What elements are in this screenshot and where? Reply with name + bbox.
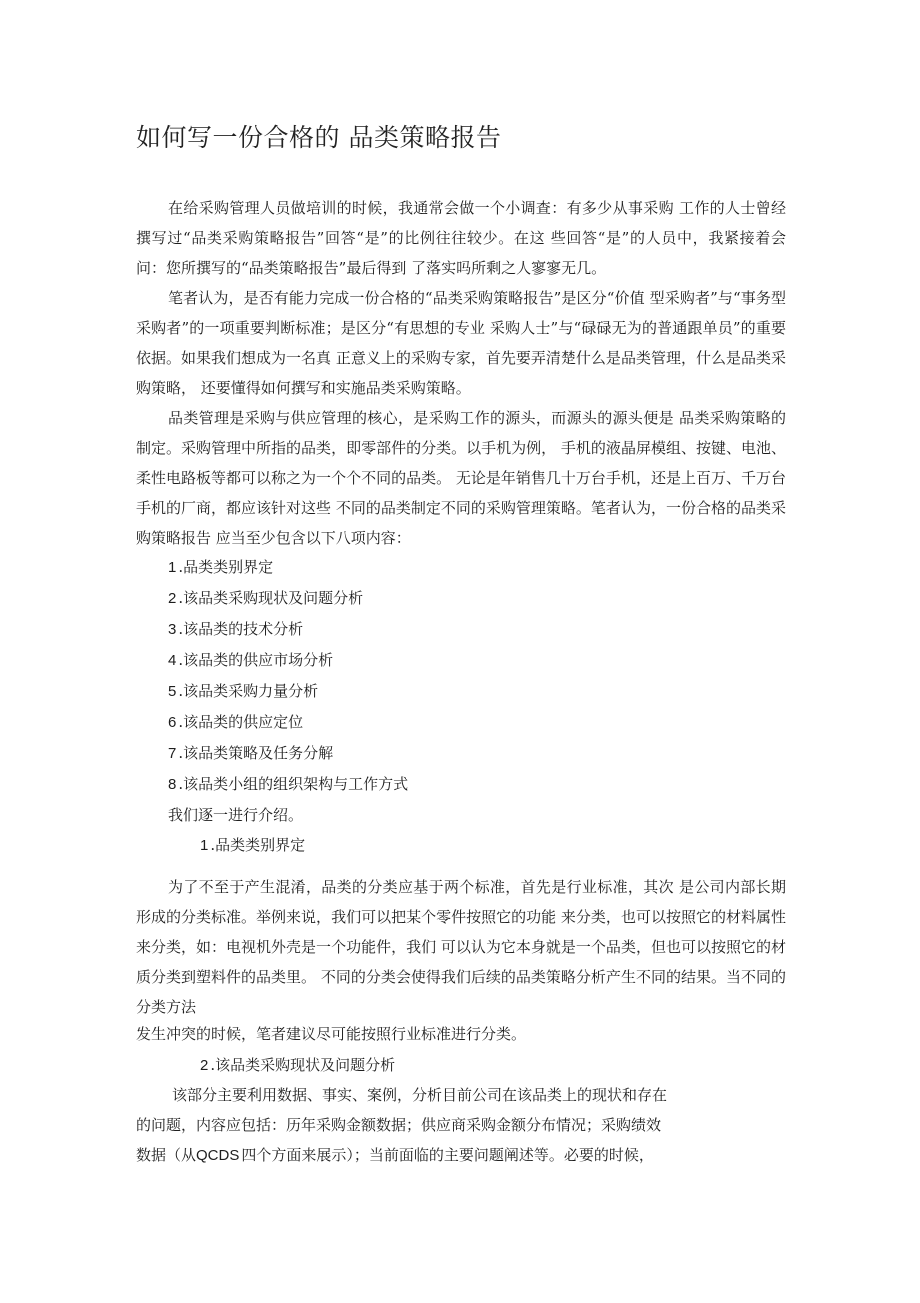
outline-item-number: 3 <box>168 621 177 638</box>
outline-item-text: .该品类小组的组织架构与工作方式 <box>178 775 409 793</box>
outline-item-text: .品类类别界定 <box>178 558 274 576</box>
outline-list <box>168 552 408 800</box>
outline-item-text: .该品类采购力量分析 <box>178 682 319 700</box>
outline-item-number: 6 <box>168 714 177 731</box>
document-title: 如何写一份合格的 品类策略报告 <box>136 123 502 152</box>
outline-item <box>168 707 408 738</box>
outline-item-text: .该品类采购现状及问题分析 <box>178 589 364 607</box>
section-number: 1 <box>200 837 209 854</box>
transition-text: 我们逐一进行介绍。 <box>168 806 304 824</box>
section-2-line-3-end: 四个方面来展示）；当前面临的主要问题阐述等。必要的时候， <box>241 1146 654 1164</box>
outline-item-number: 7 <box>168 745 177 762</box>
intro-paragraph-3: 品类管理是采购与供应管理的核心，是采购工作的源头，而源头的源头便是 品类采购策略的制定。采购管理中所指的品类，即零部件的分类。以手机为例， 手机的液晶屏模组、按键、电池、柔性电路板等都可以称之为一个个不同的品类。 无论是年销售几十万台手机，还是上百万、千万台手机的厂商，都应该针对这些 不同的品类制定不同的采购管理策略。笔者认为，一份合格的品类采购策略报告 应当至少包含以下八项内容： <box>136 409 786 547</box>
outline-item-text: .该品类的技术分析 <box>178 620 304 638</box>
outline-item <box>168 552 408 583</box>
section-2-line-1: 该部分主要利用数据、事实、案例，分析目前公司在该品类上的现状和存在 <box>172 1086 668 1104</box>
outline-item-number: 8 <box>168 776 177 793</box>
qcds-term: QCDS <box>196 1147 240 1164</box>
section-heading-text: .该品类采购现状及问题分析 <box>210 1056 396 1074</box>
outline-item <box>168 583 408 614</box>
section-heading-text: .品类类别界定 <box>210 836 306 854</box>
outline-item <box>168 769 408 800</box>
outline-item <box>168 676 408 707</box>
outline-item-text: .该品类策略及任务分解 <box>178 744 334 762</box>
outline-item <box>168 614 408 645</box>
section-1-heading <box>200 830 305 861</box>
section-1-continuation: 发生冲突的时候，笔者建议尽可能按照行业标准进行分类。 <box>136 1025 527 1043</box>
section-number: 2 <box>200 1057 209 1074</box>
intro-paragraph-1: 在给采购管理人员做培训的时候，我通常会做一个小调查：有多少从事采购 工作的人士曾经撰写过“品类采购策略报告”回答“是”的比例往往较少。在这 些回答“是”的人员中，我紧接着会问：您所撰写的“品类策略报告”最后得到 了落实吗所剩之人寥寥无几。 <box>136 199 786 277</box>
outline-item-text: .该品类的供应市场分析 <box>178 651 334 669</box>
section-2-line-3-start: 数据（从 <box>136 1146 197 1164</box>
outline-item-number: 5 <box>168 683 177 700</box>
section-2-line-2: 的问题，内容应包括：历年采购金额数据；供应商采购金额分布情况；采购绩效 <box>136 1116 662 1134</box>
outline-item-number: 1 <box>168 559 177 576</box>
outline-item <box>168 645 408 676</box>
section-1-paragraph: 为了不至于产生混淆，品类的分类应基于两个标准，首先是行业标准，其次 是公司内部长期形成的分类标准。举例来说，我们可以把某个零件按照它的功能 来分类，也可以按照它的材料属性来分类，如：电视机外壳是一个功能件，我们 可以认为它本身就是一个品类，但也可以按照它的材质分类到塑料件的品类里。 不同的分类会使得我们后续的品类策略分析产生不同的结果。当不同的分类方法 <box>136 878 786 1016</box>
section-2-line-3 <box>136 1140 654 1171</box>
intro-paragraph-2: 笔者认为，是否有能力完成一份合格的“品类采购策略报告”是区分“价值 型采购者”与“事务型采购者”的一项重要判断标准；是区分“有思想的专业 采购人士”与“碌碌无为的普通跟单员”的重要依据。如果我们想成为一名真 正意义上的采购专家，首先要弄清楚什么是品类管理，什么是品类采购策略， 还要懂得如何撰写和实施品类采购策略。 <box>136 289 786 397</box>
outline-item-number: 4 <box>168 652 177 669</box>
outline-item <box>168 738 408 769</box>
section-2-heading <box>200 1050 395 1081</box>
outline-item-number: 2 <box>168 590 177 607</box>
outline-item-text: .该品类的供应定位 <box>178 713 304 731</box>
